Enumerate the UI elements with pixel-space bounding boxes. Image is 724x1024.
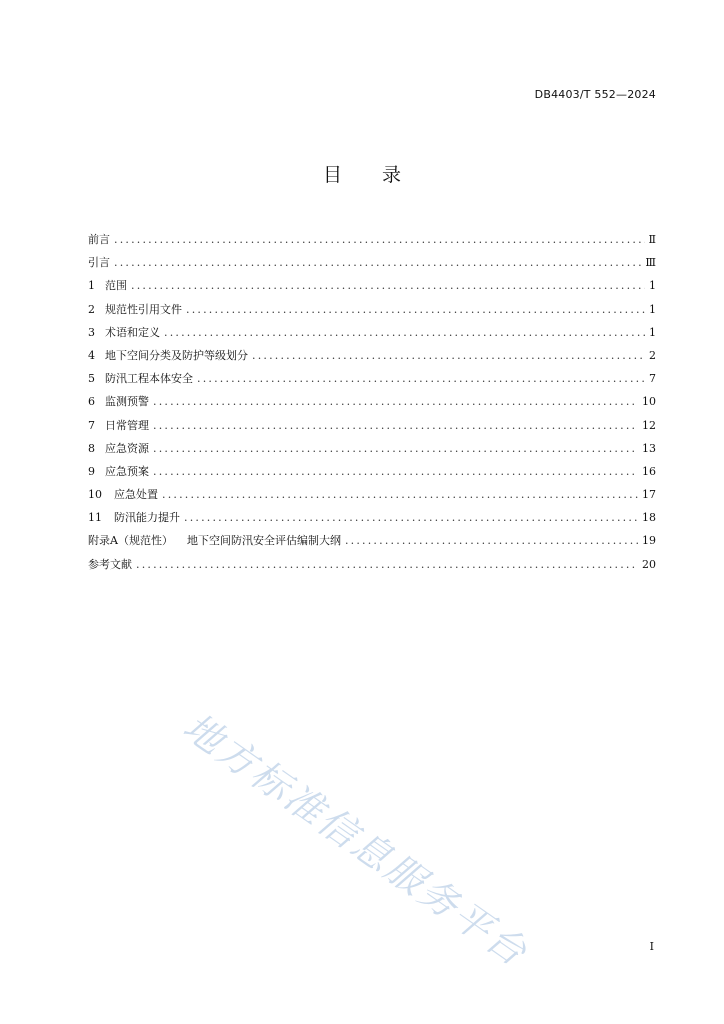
toc-label: 应急预案 [105,464,149,478]
toc-leader-dots [153,390,638,413]
toc-leader-dots [136,553,638,576]
toc-number: 8 [88,441,95,455]
toc-label: 参考文献 [88,557,132,571]
toc-page-number: 20 [642,557,656,571]
toc-leader-dots [184,506,638,529]
toc-label: 地下空间分类及防护等级划分 [105,348,248,362]
toc-number: 3 [88,325,95,339]
toc-label: 监测预警 [105,395,149,409]
toc-page-number: Ⅲ [645,256,656,270]
toc-page-number: 7 [649,372,656,386]
toc-leader-dots [345,529,638,552]
toc-entry-8[interactable] [88,437,656,460]
toc-leader-dots [162,483,638,506]
toc-entry-10[interactable] [88,483,656,506]
title-char-1: 目 [322,164,342,186]
toc-label: 地下空间防汛安全评估编制大纲 [186,534,341,548]
toc-entry-4[interactable] [88,344,656,367]
toc-leader-dots [186,298,645,321]
toc-page-number: 1 [649,325,656,339]
toc-label: 日常管理 [105,418,149,432]
toc-leader-dots [252,344,645,367]
toc-page-number: 1 [649,279,656,293]
toc-leader-dots [164,321,645,344]
toc-entry-3[interactable] [88,321,656,344]
toc-label: 防汛工程本体安全 [105,372,193,386]
toc-number: 10 [88,488,102,502]
toc-label: 防汛能力提升 [114,511,180,525]
toc-page-number: 1 [649,302,656,316]
toc-entry-7[interactable] [88,414,656,437]
table-of-contents [88,228,656,576]
toc-entry-foreword[interactable] [88,228,656,251]
toc-number: 7 [88,418,95,432]
toc-entry-11[interactable] [88,506,656,529]
page-title [0,160,724,187]
toc-entry-annex-a[interactable] [88,529,656,552]
toc-page-number: 13 [642,441,656,455]
toc-number: 11 [88,511,102,525]
toc-page-number: 16 [642,464,656,478]
toc-number: 附录A [88,534,118,548]
toc-entry-2[interactable] [88,298,656,321]
toc-label: 范围 [105,279,127,293]
toc-leader-dots [114,228,645,251]
toc-leader-dots [153,414,638,437]
toc-page-number: Ⅱ [648,233,656,246]
toc-number: 1 [88,279,95,293]
toc-number: 6 [88,395,95,409]
toc-label: 应急资源 [105,441,149,455]
toc-label: 应急处置 [114,488,158,502]
standard-code: DB4403/T 552—2024 [534,88,656,101]
toc-number: 4 [88,348,95,362]
toc-entry-1[interactable] [88,274,656,297]
toc-entry-9[interactable] [88,460,656,483]
toc-leader-dots [131,274,645,297]
toc-entry-bibliography[interactable] [88,553,656,576]
toc-leader-dots [153,460,638,483]
toc-leader-dots [114,251,641,274]
toc-page-number: 12 [642,418,656,432]
toc-label: 规范性引用文件 [105,302,182,316]
toc-number: 2 [88,302,95,316]
toc-page-number: 19 [642,534,656,548]
toc-leader-dots [153,437,638,460]
toc-number: 9 [88,464,95,478]
toc-annex-kind: （规范性） [117,534,173,548]
toc-label: 术语和定义 [105,325,160,339]
toc-entry-6[interactable] [88,390,656,413]
page-number: I [649,940,654,953]
toc-page-number: 17 [642,488,656,502]
toc-leader-dots [197,367,645,390]
toc-label: 引言 [88,256,110,270]
toc-number: 5 [88,372,95,386]
toc-page-number: 2 [649,348,656,362]
watermark: 地方标准信息服务平台 [175,704,537,976]
toc-page-number: 18 [642,511,656,525]
toc-page-number: 10 [642,395,656,409]
title-char-2: 录 [382,164,402,186]
toc-entry-5[interactable] [88,367,656,390]
toc-label: 前言 [88,233,110,246]
toc-entry-introduction[interactable] [88,251,656,274]
